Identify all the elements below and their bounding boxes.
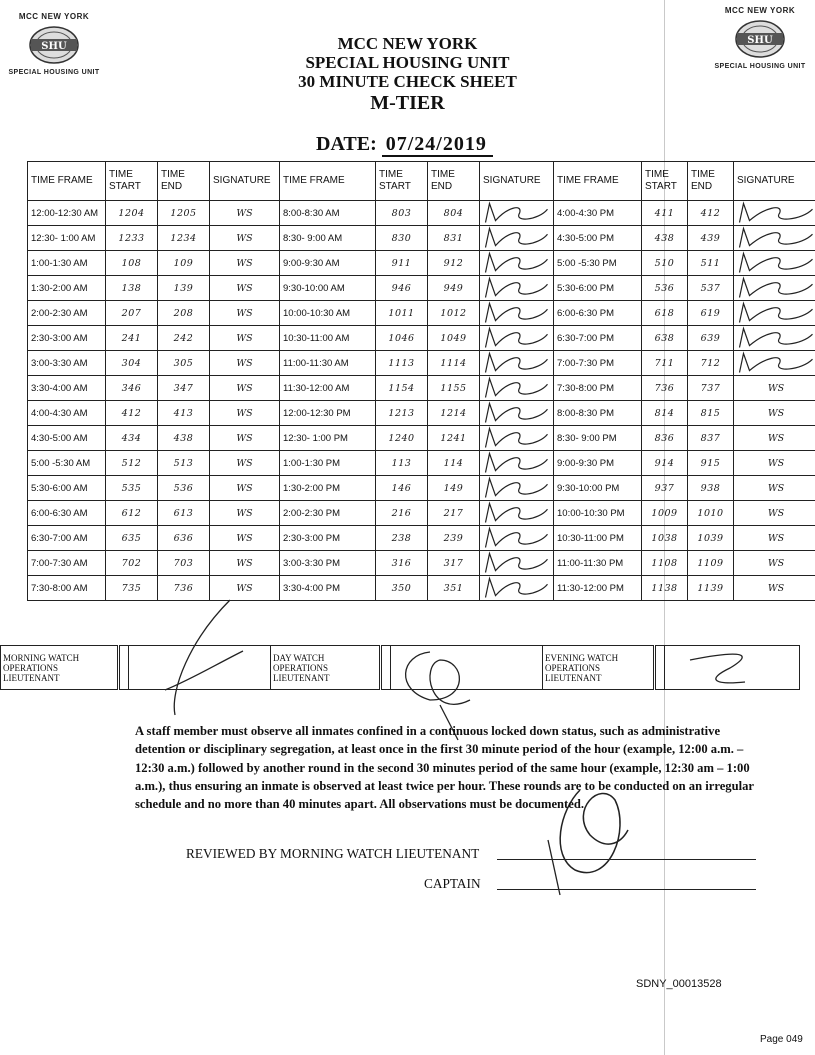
time-frame-cell: 8:30- 9:00 AM — [280, 226, 376, 251]
signature-cell — [480, 301, 554, 326]
time-frame-cell: 10:30-11:00 AM — [280, 326, 376, 351]
time-start-cell: 1108 — [642, 551, 688, 576]
signature-cell: WS — [734, 426, 815, 451]
time-frame-cell: 9:00-9:30 PM — [554, 451, 642, 476]
time-start-cell: 814 — [642, 401, 688, 426]
time-start-cell: 1009 — [642, 501, 688, 526]
day-watch-divider — [381, 646, 391, 690]
time-frame-cell: 6:30-7:00 PM — [554, 326, 642, 351]
watch-lieutenant-table — [0, 645, 800, 690]
time-frame-cell: 8:00-8:30 PM — [554, 401, 642, 426]
time-start-cell: 1011 — [376, 301, 428, 326]
time-start-cell: 241 — [106, 326, 158, 351]
logo-bottom-text: SPECIAL HOUSING UNIT — [8, 69, 100, 76]
time-end-cell: 736 — [158, 576, 210, 601]
time-end-cell: 737 — [688, 376, 734, 401]
time-end-cell: 239 — [428, 526, 480, 551]
time-frame-cell: 7:30-8:00 AM — [28, 576, 106, 601]
time-start-cell: 735 — [106, 576, 158, 601]
logo-right — [710, 6, 810, 70]
time-end-cell: 317 — [428, 551, 480, 576]
time-start-cell: 638 — [642, 326, 688, 351]
time-frame-cell: 3:00-3:30 PM — [280, 551, 376, 576]
time-end-cell: 438 — [158, 426, 210, 451]
col-time-end-2: TIME END — [428, 162, 480, 201]
table-row — [28, 276, 815, 301]
time-start-cell: 618 — [642, 301, 688, 326]
time-end-cell: 1139 — [688, 576, 734, 601]
logo-top-text: MCC NEW YORK — [724, 6, 796, 15]
time-start-cell: 1138 — [642, 576, 688, 601]
captain-label: CAPTAIN — [424, 876, 481, 891]
table-row — [28, 576, 815, 601]
time-frame-cell: 5:00 -5:30 AM — [28, 451, 106, 476]
signature-cell — [480, 526, 554, 551]
time-start-cell: 1240 — [376, 426, 428, 451]
col-signature-3: SIGNATURE — [734, 162, 815, 201]
time-start-cell: 350 — [376, 576, 428, 601]
time-frame-cell: 1:00-1:30 PM — [280, 451, 376, 476]
time-frame-cell: 1:30-2:00 AM — [28, 276, 106, 301]
evening-watch-label: EVENING WATCH OPERATIONS LIEUTENANT — [543, 646, 655, 690]
table-row — [28, 201, 815, 226]
col-time-end-3: TIME END — [688, 162, 734, 201]
table-row — [28, 426, 815, 451]
page-number: Page 049 — [760, 1034, 803, 1045]
time-start-cell: 1038 — [642, 526, 688, 551]
signature-cell — [734, 251, 815, 276]
signature-cell: WS — [734, 401, 815, 426]
morning-watch-divider — [119, 646, 129, 690]
time-frame-cell: 3:30-4:00 AM — [28, 376, 106, 401]
time-frame-cell: 12:30- 1:00 AM — [28, 226, 106, 251]
signature-cell: WS — [734, 476, 815, 501]
time-start-cell: 536 — [642, 276, 688, 301]
time-start-cell: 304 — [106, 351, 158, 376]
time-start-cell: 512 — [106, 451, 158, 476]
table-row — [28, 351, 815, 376]
signature-cell — [480, 401, 554, 426]
check-sheet-table — [27, 161, 815, 601]
time-frame-cell: 7:30-8:00 PM — [554, 376, 642, 401]
reviewed-by-signature-line — [497, 859, 756, 860]
time-end-cell: 351 — [428, 576, 480, 601]
time-start-cell: 411 — [642, 201, 688, 226]
signature-cell: WS — [210, 451, 280, 476]
time-end-cell: 837 — [688, 426, 734, 451]
title-line-2: SPECIAL HOUSING UNIT — [305, 53, 510, 72]
table-row — [28, 326, 815, 351]
time-frame-cell: 9:30-10:00 PM — [554, 476, 642, 501]
time-frame-cell: 4:00-4:30 AM — [28, 401, 106, 426]
signature-cell: WS — [210, 401, 280, 426]
col-time-end-1: TIME END — [158, 162, 210, 201]
time-end-cell: 639 — [688, 326, 734, 351]
time-end-cell: 636 — [158, 526, 210, 551]
time-frame-cell: 8:30- 9:00 PM — [554, 426, 642, 451]
time-start-cell: 1233 — [106, 226, 158, 251]
policy-paragraph: A staff member must observe all inmates confined in a continuous locked down status, such as administrative detention or disciplinary segregation, at least once in the first 30 minute period of the hour (example, 12:00 a.m. – 12:30 a.m.) followed by another round in the second 30 minutes period of the same hour (example, 12:30 am – 1:00 a.m.), thus ensuring an inmate is observed at least twice per hour. These rounds are to be conducted on an irregular schedule and no more than 40 minutes apart. All observations must be documented. — [135, 724, 754, 812]
col-time-start-1: TIME START — [106, 162, 158, 201]
signature-cell: WS — [210, 226, 280, 251]
signature-cell: WS — [210, 476, 280, 501]
time-end-cell: 109 — [158, 251, 210, 276]
logo-left — [4, 12, 104, 76]
time-frame-cell: 2:00-2:30 PM — [280, 501, 376, 526]
time-frame-cell: 4:00-4:30 PM — [554, 201, 642, 226]
signature-cell: WS — [210, 251, 280, 276]
signature-cell — [734, 301, 815, 326]
time-start-cell: 911 — [376, 251, 428, 276]
time-frame-cell: 7:00-7:30 PM — [554, 351, 642, 376]
time-start-cell: 1154 — [376, 376, 428, 401]
time-start-cell: 914 — [642, 451, 688, 476]
time-frame-cell: 10:00-10:30 PM — [554, 501, 642, 526]
time-frame-cell: 1:30-2:00 PM — [280, 476, 376, 501]
signature-cell — [480, 501, 554, 526]
morning-watch-signature — [129, 646, 271, 690]
table-row — [28, 551, 815, 576]
time-start-cell: 836 — [642, 426, 688, 451]
signature-cell: WS — [734, 526, 815, 551]
time-end-cell: 938 — [688, 476, 734, 501]
time-start-cell: 207 — [106, 301, 158, 326]
svg-text:SHU: SHU — [41, 41, 67, 52]
time-end-cell: 804 — [428, 201, 480, 226]
time-frame-cell: 4:30-5:00 AM — [28, 426, 106, 451]
time-frame-cell: 9:00-9:30 AM — [280, 251, 376, 276]
time-start-cell: 108 — [106, 251, 158, 276]
time-frame-cell: 6:30-7:00 AM — [28, 526, 106, 551]
signature-cell: WS — [734, 576, 815, 601]
time-end-cell: 439 — [688, 226, 734, 251]
time-end-cell: 1205 — [158, 201, 210, 226]
time-start-cell: 937 — [642, 476, 688, 501]
time-frame-cell: 11:00-11:30 PM — [554, 551, 642, 576]
day-watch-signature — [391, 646, 543, 690]
col-time-start-3: TIME START — [642, 162, 688, 201]
col-time-frame-3: TIME FRAME — [554, 162, 642, 201]
time-start-cell: 438 — [642, 226, 688, 251]
time-frame-cell: 1:00-1:30 AM — [28, 251, 106, 276]
col-time-frame-2: TIME FRAME — [280, 162, 376, 201]
time-start-cell: 238 — [376, 526, 428, 551]
signature-cell: WS — [210, 501, 280, 526]
logo-top-text: MCC NEW YORK — [18, 12, 90, 21]
table-row — [28, 251, 815, 276]
time-frame-cell: 4:30-5:00 PM — [554, 226, 642, 251]
signature-cell: WS — [210, 426, 280, 451]
time-end-cell: 703 — [158, 551, 210, 576]
time-frame-cell: 3:30-4:00 PM — [280, 576, 376, 601]
table-row — [28, 451, 815, 476]
signature-cell — [734, 226, 815, 251]
signature-cell — [480, 351, 554, 376]
time-end-cell: 912 — [428, 251, 480, 276]
morning-watch-label: MORNING WATCH OPERATIONS LIEUTENANT — [1, 646, 119, 690]
time-start-cell: 803 — [376, 201, 428, 226]
time-end-cell: 537 — [688, 276, 734, 301]
time-end-cell: 1049 — [428, 326, 480, 351]
time-end-cell: 831 — [428, 226, 480, 251]
time-frame-cell: 12:30- 1:00 PM — [280, 426, 376, 451]
table-row — [28, 476, 815, 501]
time-frame-cell: 10:00-10:30 AM — [280, 301, 376, 326]
signature-cell: WS — [210, 276, 280, 301]
signature-cell — [480, 276, 554, 301]
signature-cell — [734, 326, 815, 351]
time-frame-cell: 5:30-6:00 PM — [554, 276, 642, 301]
time-end-cell: 347 — [158, 376, 210, 401]
signature-cell: WS — [210, 326, 280, 351]
time-start-cell: 1204 — [106, 201, 158, 226]
time-end-cell: 949 — [428, 276, 480, 301]
table-row — [28, 301, 815, 326]
time-end-cell: 712 — [688, 351, 734, 376]
time-start-cell: 946 — [376, 276, 428, 301]
time-end-cell: 1155 — [428, 376, 480, 401]
title-tier: M-TIER — [370, 92, 445, 114]
time-end-cell: 1241 — [428, 426, 480, 451]
time-start-cell: 1213 — [376, 401, 428, 426]
time-frame-cell: 6:00-6:30 PM — [554, 301, 642, 326]
time-start-cell: 146 — [376, 476, 428, 501]
col-signature-1: SIGNATURE — [210, 162, 280, 201]
time-end-cell: 513 — [158, 451, 210, 476]
time-end-cell: 305 — [158, 351, 210, 376]
evening-watch-divider — [655, 646, 665, 690]
time-end-cell: 149 — [428, 476, 480, 501]
signature-cell: WS — [210, 551, 280, 576]
time-start-cell: 138 — [106, 276, 158, 301]
time-frame-cell: 10:30-11:00 PM — [554, 526, 642, 551]
time-start-cell: 830 — [376, 226, 428, 251]
signature-cell: WS — [210, 576, 280, 601]
signature-cell — [480, 226, 554, 251]
time-start-cell: 316 — [376, 551, 428, 576]
time-end-cell: 1010 — [688, 501, 734, 526]
signature-cell: WS — [734, 376, 815, 401]
signature-cell — [480, 326, 554, 351]
signature-cell: WS — [734, 551, 815, 576]
time-start-cell: 346 — [106, 376, 158, 401]
time-end-cell: 1114 — [428, 351, 480, 376]
time-frame-cell: 12:00-12:30 PM — [280, 401, 376, 426]
evening-watch-signature — [665, 646, 800, 690]
signature-cell — [480, 376, 554, 401]
table-row — [28, 526, 815, 551]
time-frame-cell: 5:00 -5:30 PM — [554, 251, 642, 276]
time-end-cell: 815 — [688, 401, 734, 426]
time-frame-cell: 12:00-12:30 AM — [28, 201, 106, 226]
date-field — [316, 133, 493, 156]
time-start-cell: 612 — [106, 501, 158, 526]
time-frame-cell: 2:30-3:00 AM — [28, 326, 106, 351]
time-end-cell: 139 — [158, 276, 210, 301]
time-start-cell: 635 — [106, 526, 158, 551]
time-start-cell: 113 — [376, 451, 428, 476]
signature-cell — [734, 201, 815, 226]
time-end-cell: 915 — [688, 451, 734, 476]
shu-badge-icon — [25, 23, 83, 67]
time-end-cell: 217 — [428, 501, 480, 526]
time-end-cell: 536 — [158, 476, 210, 501]
table-row — [28, 226, 815, 251]
signature-cell: WS — [210, 351, 280, 376]
signature-cell — [734, 276, 815, 301]
time-end-cell: 1109 — [688, 551, 734, 576]
signature-cell — [480, 476, 554, 501]
shu-badge-icon — [731, 17, 789, 61]
time-frame-cell: 2:30-3:00 PM — [280, 526, 376, 551]
svg-text:SHU: SHU — [747, 35, 773, 46]
reviewed-by-label: REVIEWED BY MORNING WATCH LIEUTENANT — [186, 846, 480, 861]
time-end-cell: 613 — [158, 501, 210, 526]
time-end-cell: 1012 — [428, 301, 480, 326]
time-frame-cell: 9:30-10:00 AM — [280, 276, 376, 301]
time-end-cell: 412 — [688, 201, 734, 226]
table-row — [28, 501, 815, 526]
time-end-cell: 1039 — [688, 526, 734, 551]
signature-cell — [480, 201, 554, 226]
signature-cell — [734, 351, 815, 376]
signature-cell — [480, 251, 554, 276]
signature-cell: WS — [734, 451, 815, 476]
time-frame-cell: 5:30-6:00 AM — [28, 476, 106, 501]
logo-bottom-text: SPECIAL HOUSING UNIT — [714, 63, 806, 70]
time-frame-cell: 11:30-12:00 AM — [280, 376, 376, 401]
time-end-cell: 1234 — [158, 226, 210, 251]
document-id: SDNY_00013528 — [636, 978, 722, 990]
time-frame-cell: 11:30-12:00 PM — [554, 576, 642, 601]
time-end-cell: 413 — [158, 401, 210, 426]
time-start-cell: 1113 — [376, 351, 428, 376]
time-start-cell: 510 — [642, 251, 688, 276]
time-frame-cell: 2:00-2:30 AM — [28, 301, 106, 326]
day-watch-label: DAY WATCH OPERATIONS LIEUTENANT — [271, 646, 381, 690]
time-start-cell: 702 — [106, 551, 158, 576]
time-frame-cell: 7:00-7:30 AM — [28, 551, 106, 576]
time-frame-cell: 11:00-11:30 AM — [280, 351, 376, 376]
signature-cell — [480, 451, 554, 476]
time-start-cell: 711 — [642, 351, 688, 376]
time-end-cell: 242 — [158, 326, 210, 351]
time-start-cell: 736 — [642, 376, 688, 401]
captain-signature-line — [497, 889, 756, 890]
title-line-1: MCC NEW YORK — [337, 34, 478, 53]
signature-cell: WS — [210, 301, 280, 326]
table-header-row — [28, 162, 815, 201]
time-frame-cell: 8:00-8:30 AM — [280, 201, 376, 226]
signature-cell: WS — [210, 526, 280, 551]
col-signature-2: SIGNATURE — [480, 162, 554, 201]
col-time-start-2: TIME START — [376, 162, 428, 201]
time-frame-cell: 3:00-3:30 AM — [28, 351, 106, 376]
signature-cell — [480, 551, 554, 576]
time-start-cell: 434 — [106, 426, 158, 451]
time-end-cell: 511 — [688, 251, 734, 276]
date-value: 07/24/2019 — [382, 133, 493, 157]
time-end-cell: 114 — [428, 451, 480, 476]
time-end-cell: 208 — [158, 301, 210, 326]
time-end-cell: 619 — [688, 301, 734, 326]
table-row — [28, 376, 815, 401]
time-start-cell: 216 — [376, 501, 428, 526]
signature-cell: WS — [734, 501, 815, 526]
table-row — [28, 401, 815, 426]
signature-cell — [480, 426, 554, 451]
time-start-cell: 412 — [106, 401, 158, 426]
time-start-cell: 1046 — [376, 326, 428, 351]
signature-cell: WS — [210, 376, 280, 401]
time-end-cell: 1214 — [428, 401, 480, 426]
col-time-frame-1: TIME FRAME — [28, 162, 106, 201]
time-start-cell: 535 — [106, 476, 158, 501]
time-frame-cell: 6:00-6:30 AM — [28, 501, 106, 526]
title-line-3: 30 MINUTE CHECK SHEET — [298, 72, 517, 91]
date-label: DATE: — [316, 133, 377, 155]
page-title — [250, 34, 565, 115]
signature-cell: WS — [210, 201, 280, 226]
signature-cell — [480, 576, 554, 601]
